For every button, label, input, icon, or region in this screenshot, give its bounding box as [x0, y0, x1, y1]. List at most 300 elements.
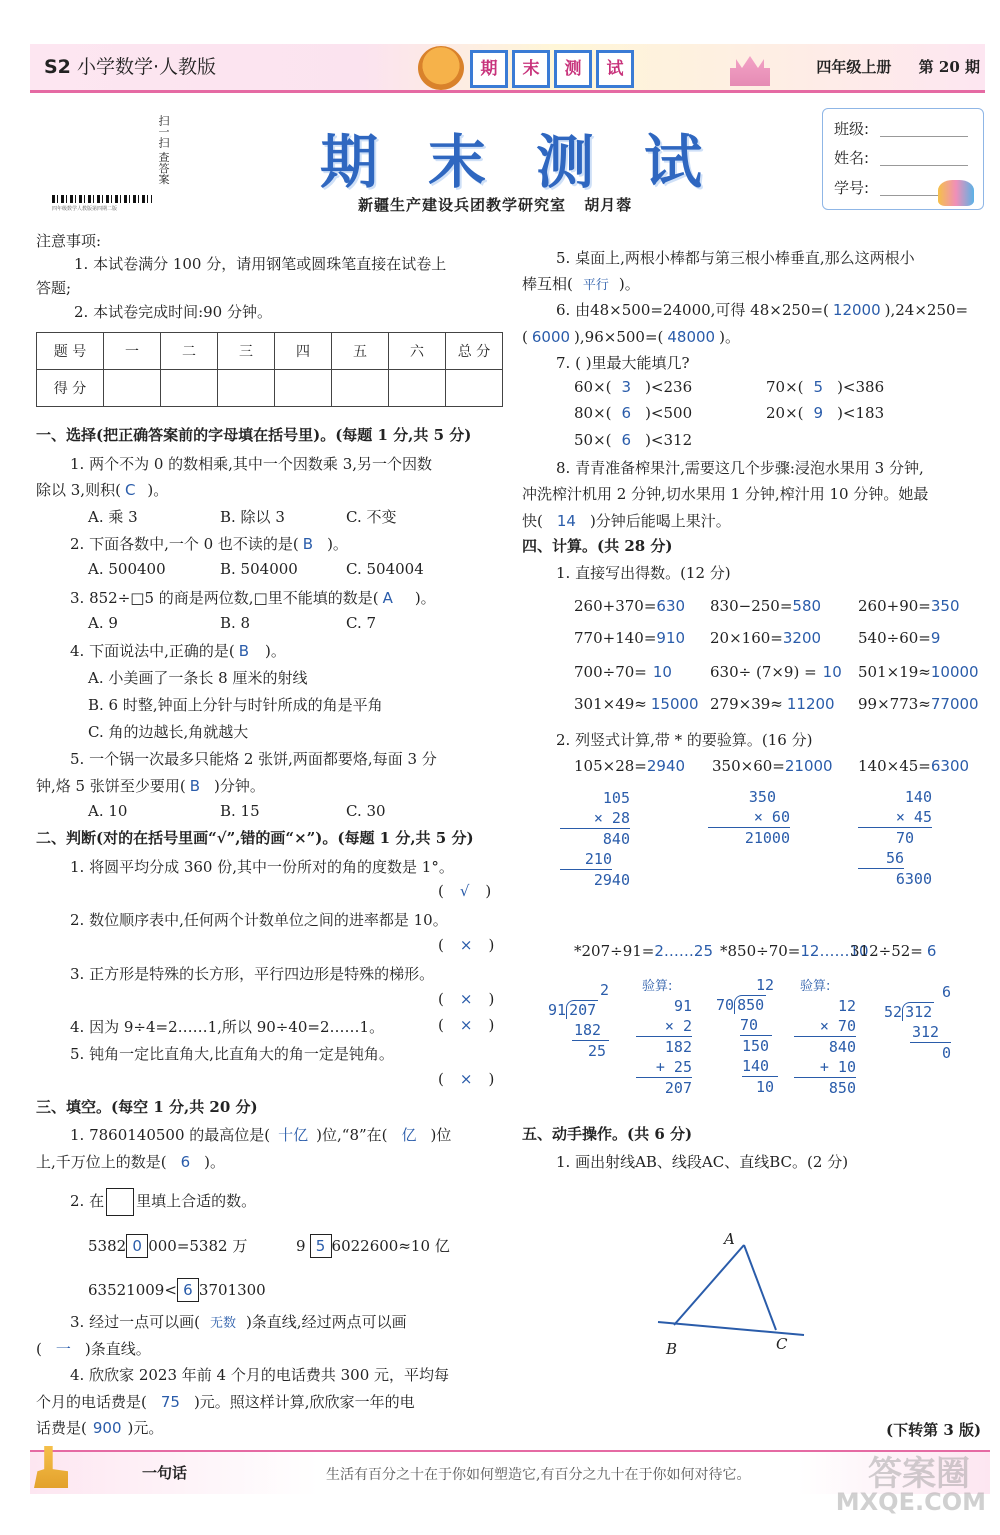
answer: √	[459, 882, 470, 900]
bracket: (	[438, 990, 444, 1008]
direct-calc	[710, 663, 842, 681]
answer: 12……10	[800, 942, 869, 960]
issue-number: 第 20 期	[918, 58, 980, 76]
text: 3. 852÷□5 的商是两位数,□里不能填的数是(	[70, 589, 379, 607]
answer: 77000	[930, 695, 979, 713]
vertical-calc-2	[708, 787, 790, 848]
title-char-4: 试	[644, 128, 703, 196]
text: )<312	[645, 431, 693, 449]
answer: 75	[160, 1393, 180, 1411]
direct-calc	[858, 663, 979, 681]
text: 80×(	[574, 404, 612, 422]
cell: 总 分	[446, 333, 503, 370]
s1-q3	[70, 587, 436, 608]
score-table-header	[37, 333, 503, 370]
text: 312÷52=	[850, 942, 923, 960]
text: 话费是(	[36, 1419, 87, 1437]
text: 4. 下面说法中,正确的是(	[70, 642, 235, 660]
division-q1	[574, 942, 713, 960]
bracket: (	[438, 882, 444, 900]
long-division-1	[548, 980, 609, 1061]
s1-q4	[70, 640, 286, 661]
line: × 28	[560, 808, 630, 829]
line: 21000	[744, 829, 790, 847]
text: 60×(	[574, 378, 612, 396]
text: 830−250=	[710, 597, 793, 615]
text: *207÷91=	[574, 942, 655, 960]
line: 2940	[593, 871, 630, 889]
quotient: 6	[942, 983, 952, 1001]
footer-label: 一句话	[142, 1464, 188, 1482]
s1-q2	[70, 533, 348, 554]
s2-q1: 1. 将圆平均分成 360 份,其中一份所对的角的度数是 1°。	[70, 858, 454, 876]
s3-q7: 7. ( )里最大能填几?	[556, 354, 690, 372]
s2-q3: 3. 正方形是特殊的长方形，平行四边形是特殊的梯形。	[70, 965, 435, 983]
class-label: 班级:	[834, 120, 870, 138]
s1-q5-opt-c: C. 30	[346, 802, 386, 820]
line: 840	[602, 830, 630, 848]
section-2-heading: 二、判断(对的在括号里画“√”,错的画“×”)。(每题 1 分,共 5 分)	[36, 829, 474, 847]
cell: 三	[218, 333, 275, 370]
s1-q4-opt-b: B. 6 时整,钟面上分针与时针所成的角是平角	[88, 696, 383, 714]
cell[interactable]	[389, 370, 446, 407]
answer: 14	[556, 512, 576, 530]
s5-q1: 1. 画出射线AB、线段AC、直线BC。(2 分)	[556, 1153, 849, 1171]
answer: 2……25	[654, 942, 713, 960]
text: 上,千万位上的数是(	[36, 1153, 167, 1171]
answer: 6000	[531, 328, 571, 346]
s2-q4: 4. 因为 9÷4=2……1,所以 90÷40=2……1。	[70, 1018, 385, 1036]
vertical-q1	[574, 757, 685, 775]
divisor: 91	[548, 1001, 567, 1019]
cell: 一	[104, 333, 161, 370]
bracket: (	[438, 936, 444, 954]
s3-q4a: 4. 欣欣家 2023 年前 4 个月的电话费共 300 元，平均每	[70, 1366, 450, 1384]
answer: 9	[930, 629, 941, 647]
cell[interactable]	[161, 370, 218, 407]
text: )分钟后能喝上果汁。	[589, 512, 731, 530]
answer: 平行	[582, 278, 609, 293]
direct-calc	[710, 629, 821, 647]
long-division-2	[716, 975, 778, 1097]
answer: 11200	[786, 695, 835, 713]
cell[interactable]	[218, 370, 275, 407]
answer: 3	[621, 378, 632, 396]
line: 140	[742, 1056, 778, 1077]
section-1-heading: 一、选择(把正确答案前的字母填在括号里)。(每题 1 分,共 5 分)	[36, 426, 472, 444]
segment-ac	[744, 1245, 776, 1330]
text: 301×49≈	[574, 695, 647, 713]
s3-q6b	[522, 326, 740, 347]
note-1a: 1. 本试卷满分 100 分，请用钢笔或圆珠笔直接在试卷上	[74, 255, 447, 273]
cell[interactable]	[446, 370, 503, 407]
answer: B	[189, 777, 200, 795]
text: 2. 在	[70, 1192, 105, 1210]
s3-q8c	[522, 510, 731, 531]
remainder: 0	[942, 1044, 952, 1062]
s1-q1b	[36, 479, 168, 500]
line: 182	[664, 1038, 692, 1056]
stamp-3: 测	[554, 50, 592, 88]
text: 9	[296, 1237, 306, 1255]
line: 850	[828, 1079, 856, 1097]
cell: 四	[275, 333, 332, 370]
text: 除以 3,则积(	[36, 481, 121, 499]
s2-q5: 5. 钝角一定比直角大,比直角大的角一定是钝角。	[70, 1045, 394, 1063]
s1-q1-opt-a: A. 乘 3	[88, 508, 138, 526]
division-q3	[850, 942, 936, 960]
s1-q3-opt-c: C. 7	[346, 614, 377, 632]
text: 350×60=	[712, 757, 785, 775]
text: )。	[204, 1153, 226, 1171]
s1-q5-opt-b: B. 15	[220, 802, 260, 820]
stamp-1: 期	[470, 50, 508, 88]
line: 70	[895, 829, 914, 847]
text: 000=5382 万	[148, 1237, 248, 1255]
answer: ×	[459, 936, 473, 954]
direct-calc	[858, 597, 960, 615]
s1-q5a: 5. 一个锅一次最多只能烙 2 张饼,两面都要烙,每面 3 分	[70, 750, 437, 768]
author-org: 新疆生产建设兵团教学研究室	[358, 196, 567, 214]
watermark: 答案圈	[868, 1454, 970, 1494]
s3-q4b	[36, 1391, 415, 1412]
s3-q5a: 5. 桌面上,两根小棒都与第三根小棒垂直,那么这两根小	[556, 249, 915, 267]
line: 140	[904, 788, 932, 806]
divisor: 70	[716, 996, 735, 1014]
answer: 5	[813, 378, 824, 396]
s3-q2a	[88, 1234, 247, 1258]
text: 63521009<	[88, 1281, 177, 1299]
s1-q4-opt-a: A. 小美画了一条长 8 厘米的射线	[88, 669, 308, 687]
ray-ab	[674, 1245, 744, 1325]
text: )<500	[645, 404, 693, 422]
line: 56	[858, 848, 904, 869]
section-4-heading: 四、计算。(共 28 分)	[522, 537, 673, 555]
line: × 60	[708, 807, 790, 828]
direct-calc	[858, 695, 979, 713]
bracket: )	[488, 990, 495, 1008]
text: ),24×250=	[884, 301, 969, 319]
text: 里填上合适的数。	[136, 1192, 257, 1210]
id-label: 学号:	[834, 179, 870, 197]
answer: 350	[930, 597, 960, 615]
notes-heading: 注意事项:	[36, 232, 102, 250]
footer-quote: 生活有百分之十在于你如何塑造它,有百分之九十在于你如何对待它。	[326, 1467, 751, 1483]
answer: 6	[621, 431, 632, 449]
answer: 9	[813, 404, 824, 422]
line: × 2	[636, 1016, 692, 1037]
text: )。	[719, 328, 740, 346]
line: 6300	[895, 870, 932, 888]
line: 150	[742, 1037, 770, 1055]
text: )元。照这样计算,欣欣家一年的电	[193, 1393, 415, 1411]
answer: 一	[55, 1340, 71, 1358]
answer: B	[238, 642, 249, 660]
name-label: 姓名:	[834, 149, 870, 167]
text: )位,“8”在(	[316, 1126, 388, 1144]
line-bc	[658, 1322, 804, 1335]
answer: 亿	[401, 1126, 417, 1144]
answer: 6	[180, 1153, 191, 1171]
direct-calc	[710, 597, 821, 615]
vertical-calc-1	[560, 788, 630, 890]
answer: 15000	[650, 695, 699, 713]
s3-q3a	[70, 1311, 407, 1332]
quotient: 12	[756, 976, 775, 994]
publication-label	[44, 52, 216, 79]
castle-icon	[730, 56, 770, 86]
text: 50×(	[574, 431, 612, 449]
direct-calc	[574, 629, 685, 647]
text: 6. 由48×500=24000,可得 48×250=(	[556, 301, 829, 319]
text: )元。	[127, 1419, 164, 1437]
text: )<386	[837, 378, 885, 396]
dividend: 312	[902, 1002, 934, 1021]
bracket: (	[438, 1070, 444, 1088]
s1-q2-opt-c: C. 504004	[346, 560, 424, 578]
answer: ×	[459, 1016, 473, 1034]
line: × 70	[794, 1016, 856, 1037]
s2-a4	[438, 1016, 494, 1034]
section-5-heading: 五、动手操作。(共 6 分)	[522, 1125, 693, 1143]
s2-a2	[438, 936, 494, 954]
s3-q8b: 冲洗榨汁机用 2 分钟,切水果用 1 分钟,榨汁用 10 分钟。她最	[522, 485, 929, 503]
text: 3701300	[198, 1281, 266, 1299]
s3-q4c	[36, 1417, 163, 1438]
text: 770+140=	[574, 629, 657, 647]
line: 182	[572, 1020, 609, 1041]
answer: 12000	[832, 301, 881, 319]
direct-calc	[858, 629, 940, 647]
text: )。	[327, 535, 348, 553]
cell: 五	[332, 333, 389, 370]
author-name: 胡月蓉	[584, 196, 633, 214]
s3-q2	[70, 1188, 256, 1216]
line: 350	[748, 788, 776, 806]
watermark-url: MXQE.COM	[835, 1488, 986, 1516]
vertical-q2	[712, 757, 833, 775]
answer: 无数	[209, 1316, 236, 1331]
vertical-q3	[858, 757, 969, 775]
id-field[interactable]	[880, 195, 940, 196]
name-field[interactable]	[880, 165, 968, 166]
s2-a3	[438, 990, 494, 1008]
s3-q7-item	[574, 404, 692, 422]
answer: 十亿	[278, 1126, 309, 1144]
s2-q2: 2. 数位顺序表中,任何两个计数单位之间的进率都是 10。	[70, 911, 448, 929]
line: × 45	[858, 807, 932, 828]
note-1b: 答题;	[36, 279, 72, 297]
text: 快(	[522, 512, 543, 530]
s3-q8a: 8. 青青准备榨果汁,需要这几个步骤:浸泡水果用 3 分钟,	[556, 459, 924, 477]
line: 91	[673, 997, 692, 1015]
answer: C	[124, 481, 136, 499]
blank-box-icon	[106, 1188, 134, 1216]
text: (	[36, 1340, 42, 1358]
text: )。	[414, 589, 436, 607]
line: 105	[602, 789, 630, 807]
qr-barcode-strip	[52, 195, 152, 203]
bracket: )	[485, 882, 492, 900]
answer: 5	[310, 1234, 332, 1258]
answer: 910	[656, 629, 686, 647]
answer: 21000	[784, 757, 833, 775]
text: 个月的电话费是(	[36, 1393, 147, 1411]
cell[interactable]	[275, 370, 332, 407]
stamp-4: 试	[596, 50, 634, 88]
text: 1. 7860140500 的最高位是(	[70, 1126, 271, 1144]
text: )。	[618, 275, 640, 293]
text: 501×19≈	[858, 663, 931, 681]
division-q2	[720, 942, 869, 960]
s3-q7-item	[574, 431, 692, 449]
s2-a5	[438, 1070, 494, 1088]
text: )<236	[645, 378, 693, 396]
text: )条直线,经过两点可以画	[245, 1313, 407, 1331]
dividend: 207	[566, 1000, 598, 1019]
direct-calc	[574, 695, 699, 713]
qr-caption: 四年级数学人教版第四期二版	[52, 206, 118, 212]
answer: 10	[652, 663, 672, 681]
answer: 10000	[930, 663, 979, 681]
title-char-2: 末	[428, 128, 487, 196]
section-3-heading: 三、填空。(每空 1 分,共 20 分)	[36, 1098, 258, 1116]
text: 5382	[88, 1237, 127, 1255]
issue-info	[816, 56, 980, 77]
s3-q7-item	[574, 378, 692, 396]
text: 99×773≈	[858, 695, 931, 713]
s3-q2b	[296, 1234, 450, 1258]
continue-note: (下转第 3 版)	[886, 1421, 982, 1439]
class-field[interactable]	[880, 136, 968, 137]
quotient: 2	[600, 981, 610, 999]
cell[interactable]	[332, 370, 389, 407]
answer: 6	[926, 942, 937, 960]
text: 70×(	[766, 378, 804, 396]
text: 2. 下面各数中,一个 0 也不读的是(	[70, 535, 299, 553]
s3-q3b	[36, 1338, 151, 1359]
line: 312	[910, 1022, 951, 1043]
answer: B	[302, 535, 314, 553]
direct-calc	[710, 695, 835, 713]
text: )分钟。	[214, 777, 265, 795]
bracket: (	[438, 1016, 444, 1034]
dividend: 850	[734, 995, 766, 1014]
text: 540÷60=	[858, 629, 931, 647]
s3-q2c	[88, 1278, 266, 1302]
text: )。	[147, 481, 169, 499]
answer: 6	[177, 1278, 199, 1302]
score-table-row	[37, 370, 503, 407]
s1-q2-opt-a: A. 500400	[88, 560, 166, 578]
label-b: B	[666, 1340, 678, 1358]
check-calc-1	[636, 996, 692, 1098]
cell: 题 号	[37, 333, 104, 370]
line: 207	[664, 1079, 692, 1097]
s3-q7-item	[766, 404, 884, 422]
s1-q3-opt-b: B. 8	[220, 614, 251, 632]
s1-q5-opt-a: A. 10	[88, 802, 128, 820]
text: 棒互相(	[522, 275, 573, 293]
direct-calc	[574, 597, 685, 615]
answer: 10	[822, 663, 842, 681]
text: )。	[265, 642, 286, 660]
text: 20×(	[766, 404, 804, 422]
check-label-2: 验算:	[800, 979, 831, 994]
mascot-icon	[418, 46, 464, 90]
s3-q1b	[36, 1151, 225, 1172]
answer: 580	[792, 597, 822, 615]
s3-q7-item	[766, 378, 884, 396]
line: 210	[560, 849, 612, 870]
text: 700÷70=	[574, 663, 647, 681]
vertical-calc-3	[858, 787, 932, 889]
check-label-1: 验算:	[642, 979, 673, 994]
qr-side-label: 扫一扫 查答案	[157, 115, 170, 185]
answer: 48000	[667, 328, 716, 346]
author-line	[358, 194, 632, 215]
remainder: 25	[588, 1042, 607, 1060]
text: 20×160=	[710, 629, 783, 647]
grade-label: 四年级上册	[816, 58, 892, 76]
label-a: A	[724, 1230, 735, 1248]
answer: ×	[459, 1070, 473, 1088]
line: 12	[837, 997, 856, 1015]
bracket: )	[488, 936, 495, 954]
text: 260+90=	[858, 597, 931, 615]
text: )位	[430, 1126, 452, 1144]
s1-q4-opt-c: C. 角的边越长,角就越大	[88, 723, 249, 741]
s1-q5b	[36, 775, 265, 796]
cell[interactable]	[104, 370, 161, 407]
answer: 6300	[930, 757, 970, 775]
title-char-1: 期	[320, 128, 379, 196]
text: 279×39≈	[710, 695, 783, 713]
text: 6022600≈10 亿	[331, 1237, 450, 1255]
text: 260+370=	[574, 597, 657, 615]
line: + 25	[636, 1057, 692, 1078]
stamp-2: 末	[512, 50, 550, 88]
cell: 六	[389, 333, 446, 370]
s3-q1a	[70, 1124, 451, 1145]
cartoon-icon	[938, 180, 974, 206]
issue-code: S2	[44, 56, 71, 78]
s1-q2-opt-b: B. 504000	[220, 560, 298, 578]
direct-calc	[574, 663, 672, 681]
score-table	[36, 332, 503, 407]
text: ),96×500=(	[574, 328, 664, 346]
s1-q1a: 1. 两个不为 0 的数相乘,其中一个因数乘 3,另一个因数	[70, 455, 433, 473]
text: 钟,烙 5 张饼至少要用(	[36, 777, 186, 795]
check-calc-2	[794, 996, 856, 1098]
answer: 900	[92, 1419, 122, 1437]
text: (	[522, 328, 528, 346]
remainder: 10	[756, 1078, 775, 1096]
s1-q1-opt-b: B. 除以 3	[220, 508, 285, 526]
answer: 2940	[646, 757, 686, 775]
text: 105×28=	[574, 757, 647, 775]
cell: 得 分	[37, 370, 104, 407]
text: )<183	[837, 404, 885, 422]
cell: 二	[161, 333, 218, 370]
s4-sub2: 2. 列竖式计算,带 * 的要验算。(16 分)	[556, 731, 813, 749]
divisor: 52	[884, 1003, 903, 1021]
long-division-3	[884, 982, 951, 1063]
text: 3. 经过一点可以画(	[70, 1313, 200, 1331]
answer: 0	[126, 1234, 148, 1258]
answer: ×	[459, 990, 473, 1008]
line: + 10	[794, 1057, 856, 1078]
